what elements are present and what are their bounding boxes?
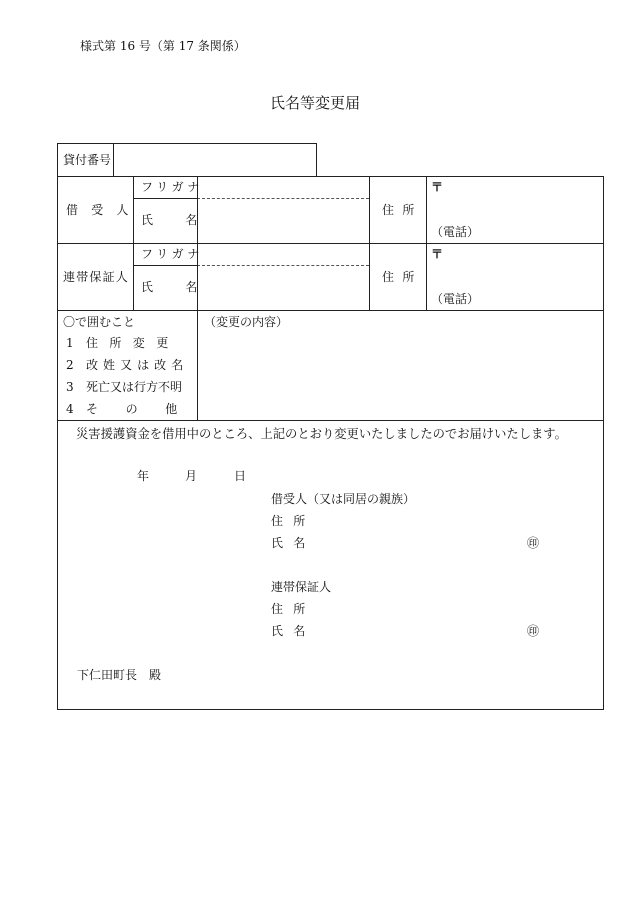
guarantor-signature-name-label: 氏名 [271, 624, 316, 638]
borrower-signature-name-label: 氏名 [271, 536, 316, 550]
guarantor-furigana-label: フリガナ [141, 247, 203, 261]
option-number: 4 [66, 402, 74, 416]
guarantor-label: 連帯保証人 [63, 270, 130, 284]
borrower-address-field[interactable] [446, 179, 600, 221]
guarantor-address-label: 住所 [382, 270, 423, 284]
change-instruction: 〇で囲むこと [63, 315, 136, 329]
option-name-change[interactable]: 改姓又は改名 [86, 358, 189, 372]
guarantor-address-field[interactable] [446, 246, 600, 288]
borrower-furigana-label: フリガナ [141, 180, 203, 194]
guarantor-signature-address-label: 住所 [271, 602, 316, 616]
borrower-label: 借受人 [66, 203, 142, 217]
seal-icon: ㊞ [527, 624, 540, 638]
change-content-label: （変更の内容） [204, 315, 289, 329]
seal-icon: ㊞ [527, 536, 540, 550]
declaration-statement: 災害援護資金を借用中のところ、上記のとおり変更いたしましたのでお届けいたします。 [76, 427, 567, 441]
guarantor-furigana-field[interactable] [200, 246, 366, 263]
guarantor-phone-label: （電話） [431, 292, 480, 306]
borrower-phone-label: （電話） [431, 225, 480, 239]
option-other[interactable]: その他 [86, 402, 205, 416]
postal-mark: 〒 [431, 247, 444, 261]
date-day-label: 日 [234, 469, 247, 483]
guarantor-name-label: 氏名 [141, 280, 230, 294]
form-number: 様式第 16 号（第 17 条関係） [80, 39, 246, 53]
guarantor-name-field[interactable] [200, 268, 366, 307]
page-title: 氏名等変更届 [269, 94, 360, 112]
borrower-name-field[interactable] [200, 201, 366, 240]
loan-number-label: 貸付番号 [63, 153, 112, 167]
date-year-label: 年 [137, 469, 150, 483]
borrower-furigana-field[interactable] [200, 179, 366, 196]
option-number: 3 [66, 380, 74, 394]
borrower-name-label: 氏名 [141, 213, 230, 227]
option-death-missing[interactable]: 死亡又は行方不明 [86, 380, 183, 394]
date-month-label: 月 [185, 469, 198, 483]
guarantor-signature-heading: 連帯保証人 [271, 580, 332, 594]
borrower-signature-address-label: 住所 [271, 514, 316, 528]
postal-mark: 〒 [431, 180, 444, 194]
option-number: 1 [66, 336, 74, 350]
addressee: 下仁田町長 殿 [77, 668, 162, 682]
option-number: 2 [66, 358, 74, 372]
borrower-signature-heading: 借受人（又は同居の親族） [271, 492, 416, 506]
option-address-change[interactable]: 住所変更 [86, 336, 180, 350]
loan-number-field[interactable] [116, 146, 312, 173]
change-content-field[interactable] [200, 332, 600, 417]
borrower-address-label: 住所 [382, 203, 423, 217]
